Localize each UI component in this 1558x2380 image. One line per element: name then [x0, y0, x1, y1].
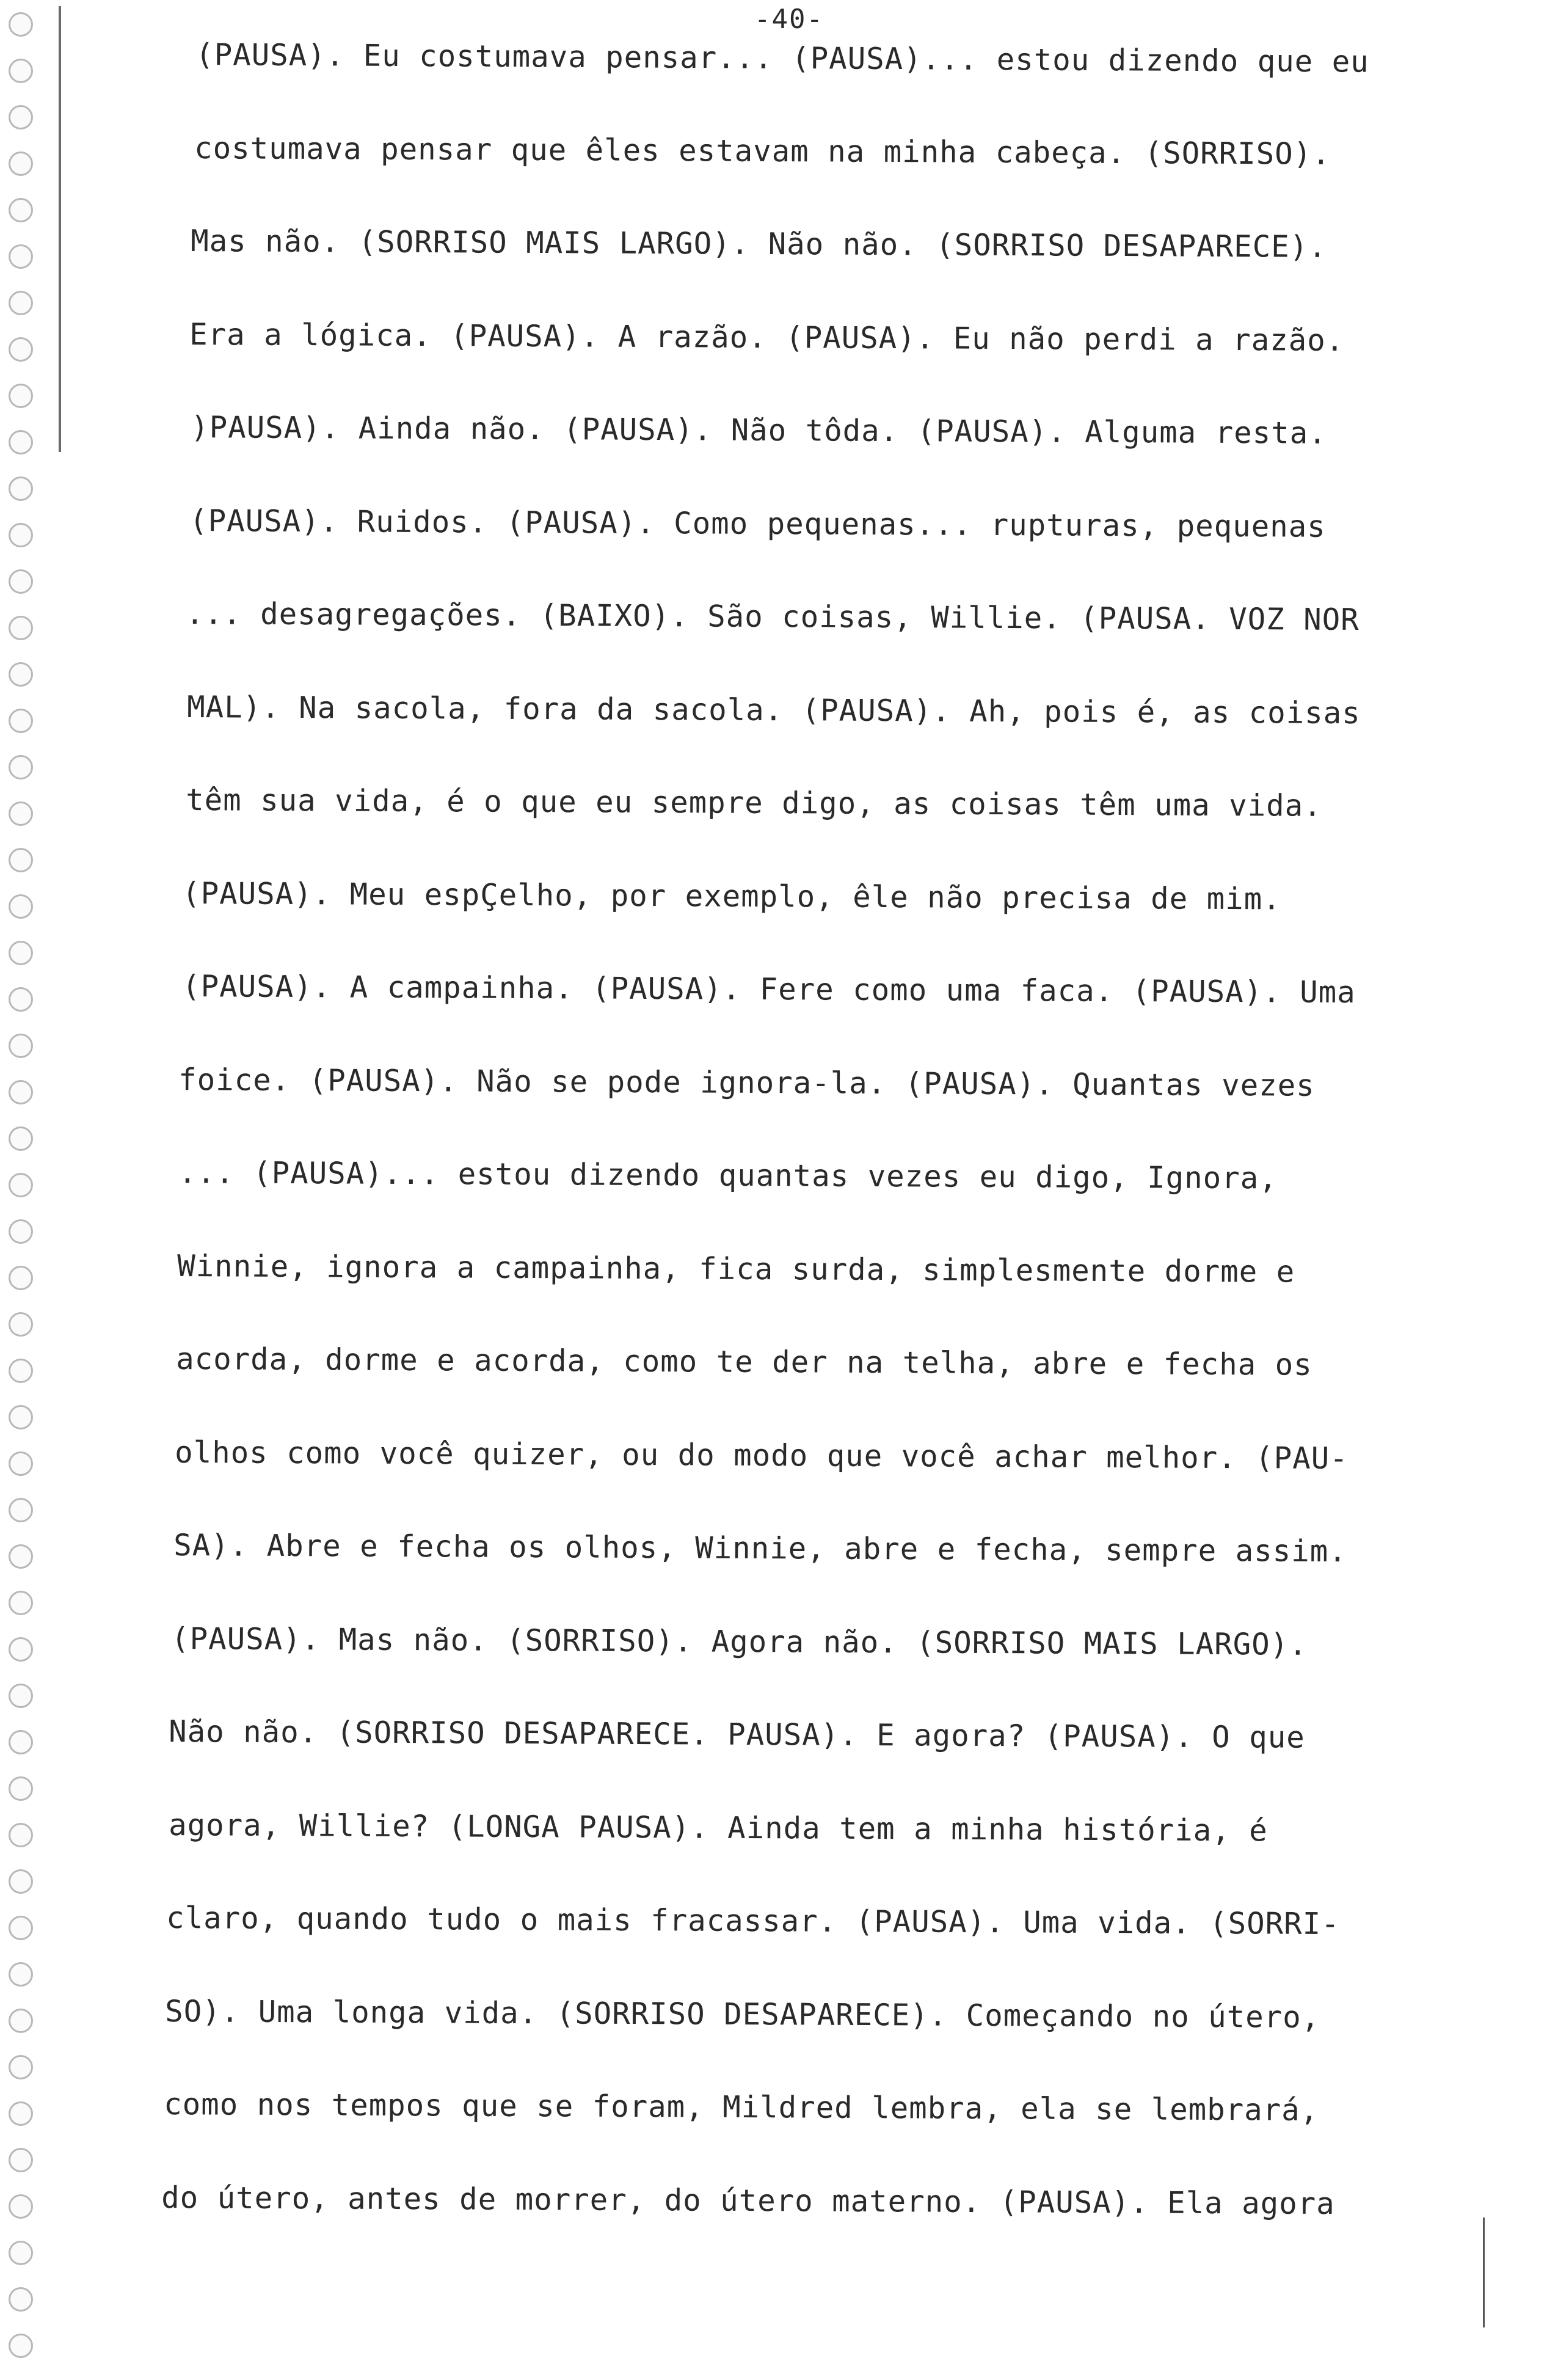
binding-hole [9, 12, 33, 37]
text-line: (PAUSA). Ruidos. (PAUSA). Como pequenas... rupturas, pequenas [189, 503, 1326, 544]
binding-hole [9, 59, 33, 83]
binding-hole [9, 1962, 33, 1987]
binding-hole [9, 337, 33, 362]
binding-hole [9, 1359, 33, 1383]
text-line: SA). Abre e fecha os olhos, Winnie, abre e fecha, sempre assim. [173, 1528, 1347, 1569]
binding-hole [9, 1684, 33, 1708]
text-line: como nos tempos que se foram, Mildred lembra, ela se lembrará, [164, 2087, 1319, 2128]
binding-hole [9, 2241, 33, 2265]
binding-hole [9, 1498, 33, 1522]
binding-hole [9, 2055, 33, 2079]
text-line: Não não. (SORRISO DESAPARECE. PAUSA). E agora? (PAUSA). O que [169, 1714, 1305, 1755]
binding-hole [9, 2287, 33, 2312]
text-line: foice. (PAUSA). Não se pode ignora-la. (PAUSA). Quantas vezes [178, 1062, 1315, 1103]
text-line: ... desagregações. (BAIXO). São coisas, Willie. (PAUSA. VOZ NOR [186, 596, 1360, 638]
text-line: acorda, dorme e acorda, como te der na telha, abre e fecha os [176, 1341, 1312, 1382]
binding-hole [9, 2009, 33, 2033]
binding-hole [9, 1173, 33, 1197]
binding-hole [9, 1080, 33, 1104]
binding-hole [9, 662, 33, 687]
binding-hole [9, 1266, 33, 1290]
binding-hole [9, 1916, 33, 1940]
binding-hole [9, 291, 33, 315]
text-line: (PAUSA). Mas não. (SORRISO). Agora não. (SORRISO MAIS LARGO). [171, 1621, 1308, 1662]
binding-hole [9, 848, 33, 872]
binding-hole [9, 1034, 33, 1058]
binding-hole [9, 616, 33, 640]
binding-hole [9, 105, 33, 130]
text-line: Mas não. (SORRISO MAIS LARGO). Não não. (SORRISO DESAPARECE). [191, 224, 1327, 265]
margin-mark [1483, 2218, 1485, 2327]
binding-hole [9, 569, 33, 594]
binding-margin [0, 0, 67, 2380]
text-line: costumava pensar que êles estavam na minha cabeça. (SORRISO). [194, 130, 1331, 172]
binding-hole [9, 384, 33, 408]
binding-hole [9, 709, 33, 733]
binding-hole [9, 1637, 33, 1662]
text-line: têm sua vida, é o que eu sempre digo, as coisas têm uma vida. [186, 783, 1322, 823]
binding-hole [9, 1405, 33, 1429]
text-line: olhos como você quizer, ou do modo que você achar melhor. (PAU- [175, 1434, 1349, 1476]
text-line: (PAUSA). Meu espÇelho, por exemplo, êle não precisa de mim. [182, 875, 1281, 916]
text-line: ... (PAUSA)... estou dizendo quantas vezes eu digo, Ignora, [178, 1155, 1278, 1196]
binding-hole [9, 430, 33, 454]
binding-hole [9, 1219, 33, 1244]
text-line: Winnie, ignora a campainha, fica surda, simplesmente dorme e [177, 1248, 1295, 1290]
text-line: SO). Uma longa vida. (SORRISO DESAPARECE). Começando no útero, [165, 1993, 1320, 2035]
page-number: -40- [754, 4, 824, 35]
binding-hole [9, 894, 33, 919]
binding-hole [9, 198, 33, 222]
binding-hole [9, 1312, 33, 1337]
script-text-body [161, 37, 1466, 2272]
binding-hole [9, 1776, 33, 1801]
text-line: (PAUSA). Eu costumava pensar... (PAUSA)... estou dizendo que eu [195, 37, 1369, 79]
binding-hole [9, 1591, 33, 1615]
text-line: do útero, antes de morrer, do útero materno. (PAUSA). Ela agora [161, 2180, 1335, 2221]
binding-hole [9, 2101, 33, 2126]
text-line: )PAUSA). Ainda não. (PAUSA). Não tôda. (PAUSA). Alguma resta. [191, 410, 1327, 451]
binding-hole [9, 1126, 33, 1151]
binding-hole [9, 2194, 33, 2219]
binding-hole [9, 1869, 33, 1894]
text-line: (PAUSA). A campainha. (PAUSA). Fere como uma faca. (PAUSA). Uma [182, 969, 1356, 1010]
margin-rule-line [59, 6, 61, 452]
binding-hole [9, 1451, 33, 1476]
text-line: agora, Willie? (LONGA PAUSA). Ainda tem a minha história, é [169, 1807, 1268, 1848]
binding-hole [9, 151, 33, 176]
binding-hole [9, 1823, 33, 1847]
binding-hole [9, 523, 33, 547]
binding-hole [9, 755, 33, 779]
binding-hole [9, 987, 33, 1012]
binding-hole [9, 476, 33, 501]
binding-hole [9, 801, 33, 826]
binding-hole [9, 1544, 33, 1569]
binding-hole [9, 244, 33, 269]
binding-hole [9, 1730, 33, 1754]
binding-hole [9, 2334, 33, 2358]
binding-hole [9, 941, 33, 965]
binding-hole [9, 2148, 33, 2172]
text-line: MAL). Na sacola, fora da sacola. (PAUSA). Ah, pois é, as coisas [187, 689, 1361, 731]
text-line: Era a lógica. (PAUSA). A razão. (PAUSA). Eu não perdi a razão. [189, 316, 1345, 358]
text-line: claro, quando tudo o mais fracassar. (PAUSA). Uma vida. (SORRI- [166, 1900, 1340, 1942]
